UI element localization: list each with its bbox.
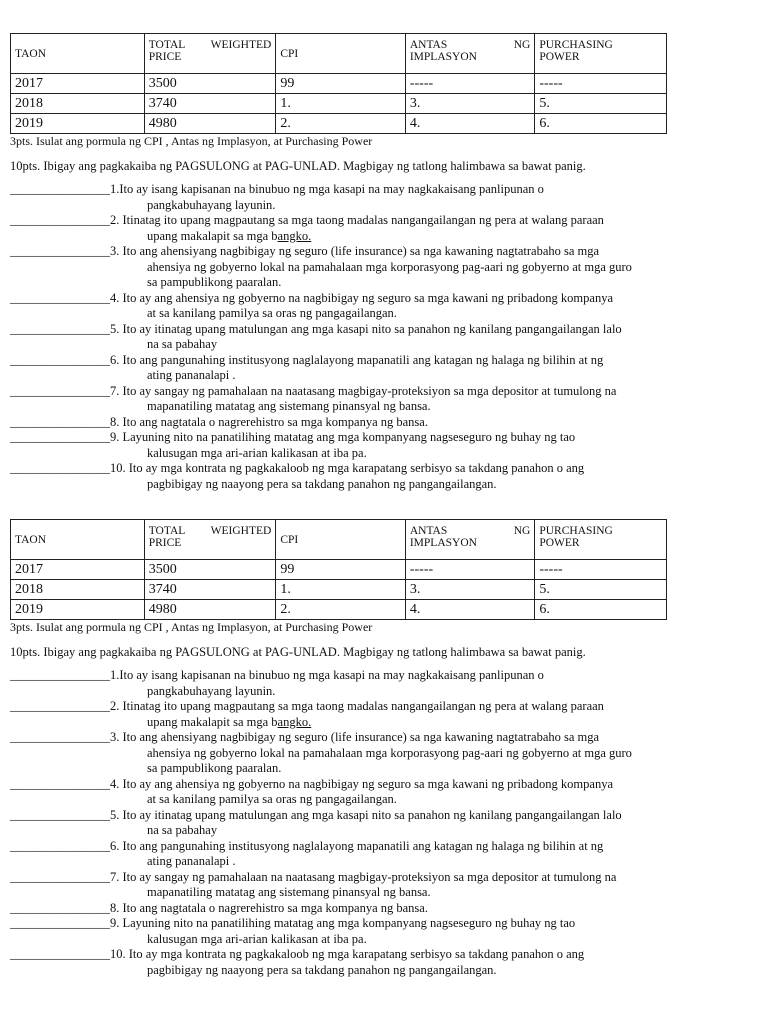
table-row: 2019 4980 2. 4. 6. [11,114,667,134]
answer-blank[interactable]: ________________ [10,430,110,444]
answer-blank[interactable]: ________________ [10,182,110,196]
answer-blank[interactable]: ________________ [10,776,110,791]
table-row: 2018 3740 1. 3. 5. [11,580,667,600]
answer-blank[interactable]: ________________ [10,352,110,367]
question-text-continued: ahensiya ng gobyerno lokal na pamahalaan mga korporasyong pag-aari ng gobyerno at mga guro [147,745,632,760]
answer-blank[interactable]: ________________ [10,699,110,713]
header-purchasing-power: PURCHASING POWER [535,34,667,74]
question-text: 3. Ito ang ahensiyang nagbibigay ng seguro (life insurance) sa nga kawaning nagtatrabaho sa mga [110,244,600,258]
question-list [10,182,700,492]
question-text-continued: kalusugan mga ari-arian kalikasan at iba pa. [147,931,367,946]
answer-blank[interactable]: ________________ [10,947,110,961]
question-item [10,839,700,870]
question-text-continued: pagbibigay ng naayong pera sa takdang panahon ng pangangailangan. [147,476,497,491]
question-text: 6. Ito ang pangunahing institusyong naglalayong mapanatili ang katagan ng halaga ng bilihin at ng [110,352,604,367]
answer-blank[interactable]: ________________ [10,838,110,853]
answer-blank[interactable]: ________________ [10,414,110,429]
header-cpi: CPI [276,520,406,560]
question-item [10,291,700,322]
question-text-continued: kalusugan mga ari-arian kalikasan at iba pa. [147,445,367,460]
table-header-row [11,34,667,74]
question-text: 5. Ito ay itinatag upang matulungan ang mga kasapi nito sa panahon ng kanilang pangangailangan lalo [110,807,622,822]
question-item [10,808,700,839]
header-total-weighted-price: TOTAL WEIGHTED PRICE [144,520,276,560]
answer-blank[interactable]: ________________ [10,807,110,822]
question-item [10,916,700,947]
answer-blank[interactable]: ________________ [10,668,110,682]
instruction-pagsulong-pag-unlad: 10pts. Ibigay ang pagkakaiba ng PAGSULONG at PAG-UNLAD. Magbigay ng tatlong halimbawa sa bawat panig. [10,159,586,173]
header-taon: TAON [11,34,145,74]
table-row: 2019 4980 2. 4. 6. [11,600,667,620]
answer-blank[interactable]: ________________ [10,321,110,336]
question-item [10,668,700,699]
table-row: 2018 3740 1. 3. 5. [11,94,667,114]
question-text: 5. Ito ay itinatag upang matulungan ang mga kasapi nito sa panahon ng kanilang pangangailangan lalo [110,321,622,336]
question-text: 2. Itinatag ito upang magpautang sa mga taong madalas nangangailangan ng pera at walang paraan [110,213,604,227]
question-text-continued: at sa kanilang pamilya sa oras ng pangagailangan. [147,792,397,806]
question-text: 7. Ito ay sangay ng pamahalaan na naatasang magbigay-proteksiyon sa mga depositor at tumulong na [110,869,617,884]
question-item [10,182,700,213]
question-item [10,384,700,415]
question-text: 4. Ito ay ang ahensiya ng gobyerno na nagbibigay ng seguro sa mga kawani ng pribadong kompanya [110,290,613,305]
worksheet-block-2 [10,519,700,978]
header-taon: TAON [11,520,145,560]
question-item [10,947,700,978]
question-text-continued: upang makalapit sa mga bangko. [147,714,312,729]
header-total-weighted-price: TOTAL WEIGHTED PRICE [144,34,276,74]
table-row: 2017 3500 99 ----- ----- [11,74,667,94]
question-text: 7. Ito ay sangay ng pamahalaan na naatasang magbigay-proteksiyon sa mga depositor at tumulong na [110,383,617,398]
answer-blank[interactable]: ________________ [10,244,110,258]
answer-blank[interactable]: ________________ [10,290,110,305]
question-text: 2. Itinatag ito upang magpautang sa mga taong madalas nangangailangan ng pera at walang paraan [110,699,604,713]
question-text: 10. Ito ay mga kontrata ng pagkakaloob ng mga karapatang serbisyo sa takdang panahon o ang [110,947,585,961]
question-item [10,901,700,917]
question-item [10,415,700,431]
question-text-continued: pangkabuhayang layunin. [147,197,276,212]
question-text-continued: na sa pabahay [147,337,218,351]
question-item [10,461,700,492]
question-text: 6. Ito ang pangunahing institusyong naglalayong mapanatili ang katagan ng halaga ng bilihin at ng [110,838,604,853]
instruction-formula: 3pts. Isulat ang pormula ng CPI , Antas ng Implasyon, at Purchasing Power [10,134,373,148]
instruction-pagsulong-pag-unlad: 10pts. Ibigay ang pagkakaiba ng PAGSULONG at PAG-UNLAD. Magbigay ng tatlong halimbawa sa bawat panig. [10,645,586,659]
answer-blank[interactable]: ________________ [10,869,110,884]
question-text: 8. Ito ang nagtatala o nagrerehistro sa mga kompanya ng bansa. [110,900,428,915]
question-item [10,353,700,384]
question-list [10,668,700,978]
question-text: 8. Ito ang nagtatala o nagrerehistro sa mga kompanya ng bansa. [110,414,428,429]
question-item [10,213,700,244]
question-text-continued: mapanatiling matatag ang sistemang pinansyal ng bansa. [147,399,431,413]
header-antas-ng-implasyon: ANTAS NG IMPLASYON [405,34,535,74]
question-text: 9. Layuning nito na panatilihing matatag ang mga kompanyang nagseseguro ng buhay ng tao [110,430,576,444]
answer-blank[interactable]: ________________ [10,461,110,475]
header-cpi: CPI [276,34,406,74]
question-item [10,730,700,777]
question-text-continued: sa pampublikong paaralan. [147,761,282,775]
question-text: 1.Ito ay isang kapisanan na binubuo ng mga kasapi na may nagkakaisang panlipunan o [110,182,544,196]
question-text: 4. Ito ay ang ahensiya ng gobyerno na nagbibigay ng seguro sa mga kawani ng pribadong kompanya [110,776,613,791]
answer-blank[interactable]: ________________ [10,213,110,227]
instruction-formula: 3pts. Isulat ang pormula ng CPI , Antas ng Implasyon, at Purchasing Power [10,620,373,634]
answer-blank[interactable]: ________________ [10,916,110,930]
question-item [10,430,700,461]
inflation-table [10,33,667,134]
question-text: 10. Ito ay mga kontrata ng pagkakaloob ng mga karapatang serbisyo sa takdang panahon o ang [110,461,585,475]
header-purchasing-power: PURCHASING POWER [535,520,667,560]
question-text-continued: pagbibigay ng naayong pera sa takdang panahon ng pangangailangan. [147,962,497,977]
question-text: 9. Layuning nito na panatilihing matatag ang mga kompanyang nagseseguro ng buhay ng tao [110,916,576,930]
question-item [10,699,700,730]
question-item [10,777,700,808]
question-text: 1.Ito ay isang kapisanan na binubuo ng mga kasapi na may nagkakaisang panlipunan o [110,668,544,682]
table-header-row [11,520,667,560]
table-row: 2017 3500 99 ----- ----- [11,560,667,580]
header-antas-ng-implasyon: ANTAS NG IMPLASYON [405,520,535,560]
question-text-continued: ating pananalapi . [147,368,236,382]
worksheet-block-1 [10,33,700,492]
question-text-continued: mapanatiling matatag ang sistemang pinansyal ng bansa. [147,885,431,899]
answer-blank[interactable]: ________________ [10,900,110,915]
question-item [10,870,700,901]
question-text-continued: at sa kanilang pamilya sa oras ng pangagailangan. [147,306,397,320]
question-text-continued: na sa pabahay [147,823,218,837]
question-text-continued: upang makalapit sa mga bangko. [147,228,312,243]
answer-blank[interactable]: ________________ [10,730,110,744]
question-text-continued: ahensiya ng gobyerno lokal na pamahalaan mga korporasyong pag-aari ng gobyerno at mga guro [147,259,632,274]
question-text-continued: pangkabuhayang layunin. [147,683,276,698]
question-text: 3. Ito ang ahensiyang nagbibigay ng seguro (life insurance) sa nga kawaning nagtatrabaho sa mga [110,730,600,744]
question-item [10,322,700,353]
answer-blank[interactable]: ________________ [10,383,110,398]
question-text-continued: sa pampublikong paaralan. [147,275,282,289]
inflation-table [10,519,667,620]
question-item [10,244,700,291]
question-text-continued: ating pananalapi . [147,854,236,868]
